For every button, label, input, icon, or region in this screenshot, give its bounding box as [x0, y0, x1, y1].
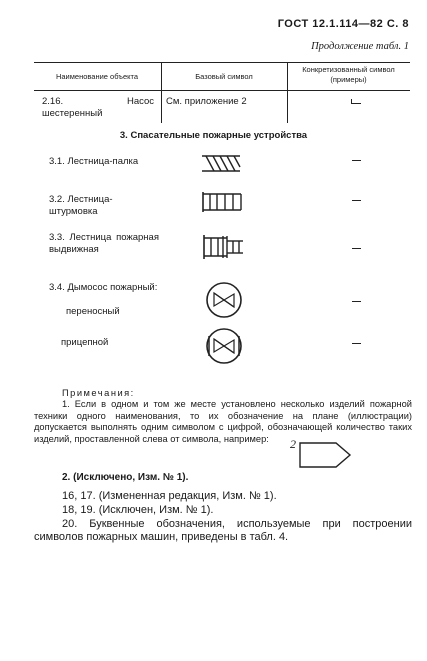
- example-number: 2: [290, 437, 296, 451]
- row-35-dash: [352, 343, 361, 344]
- note-18-19: 18, 19. (Исключен, Изм. № 1).: [62, 504, 214, 516]
- section-3-title: 3. Спасательные пожарные устройства: [119, 130, 308, 141]
- table-continuation-label: Продолжение табл. 1: [311, 41, 409, 52]
- table-top-rule: [34, 62, 410, 63]
- row-32-dash: [352, 200, 361, 201]
- column-header-base: Базовый символ: [195, 72, 253, 81]
- row-31-name: 3.1. Лестница-палка: [49, 156, 139, 167]
- row-34-sub: переносный: [66, 306, 120, 317]
- column-header-specific: Конкретизованный символ (примеры): [302, 65, 395, 84]
- row-216-dash: [351, 103, 361, 104]
- smoke-exhauster-trailer-icon: [203, 326, 245, 366]
- table-col-divider-2: [287, 62, 288, 123]
- row-31-dash: [352, 160, 361, 161]
- note-1: 1. Если в одном и том же месте установлено несколько изделий пожарной техники одного наименования, то их обозначение на плане (иллюстрации) допускается выполнять одним символом с цифрой, обозначающей количество таких изделий, проставленной слева от символа, например:: [34, 399, 412, 444]
- note-2: [62, 472, 188, 483]
- note-16-17: 16, 17. (Измененная редакция, Изм. № 1).: [62, 490, 277, 502]
- ladder-stick-icon: [200, 153, 242, 175]
- ladder-hook-icon: [199, 190, 245, 214]
- row-216-name: 2.16. Насос шестеренный: [42, 96, 154, 119]
- note-2-text: 2. (Исключено, Изм. № 1).: [62, 472, 189, 483]
- smoke-exhauster-icon: [204, 280, 244, 320]
- note-20: 20. Буквенные обозначения, используемые при построении символов пожарных машин, приведены в табл. 4.: [34, 518, 412, 543]
- row-216-base: См. приложение 2: [166, 96, 247, 107]
- row-35-sub: прицепной: [61, 337, 109, 348]
- notes-heading: Примечания:: [62, 388, 135, 398]
- row-32-name: 3.2. Лестница-штурмовка: [49, 194, 113, 217]
- row-33-dash: [352, 248, 361, 249]
- ladder-extension-icon: [201, 233, 245, 261]
- row-34-name: 3.4. Дымосос пожарный:: [49, 282, 158, 293]
- table-header-rule: [34, 90, 410, 91]
- document-header: ГОСТ 12.1.114—82 С. 8: [277, 18, 409, 30]
- row-216-tick: [351, 99, 352, 104]
- column-header-name: Наименование объекта: [55, 72, 139, 81]
- example-arrow-icon: [298, 441, 352, 469]
- table-col-divider-1: [161, 62, 162, 123]
- row-34-dash: [352, 301, 361, 302]
- row-33-name: 3.3. Лестница пожарная выдвижная: [49, 232, 159, 255]
